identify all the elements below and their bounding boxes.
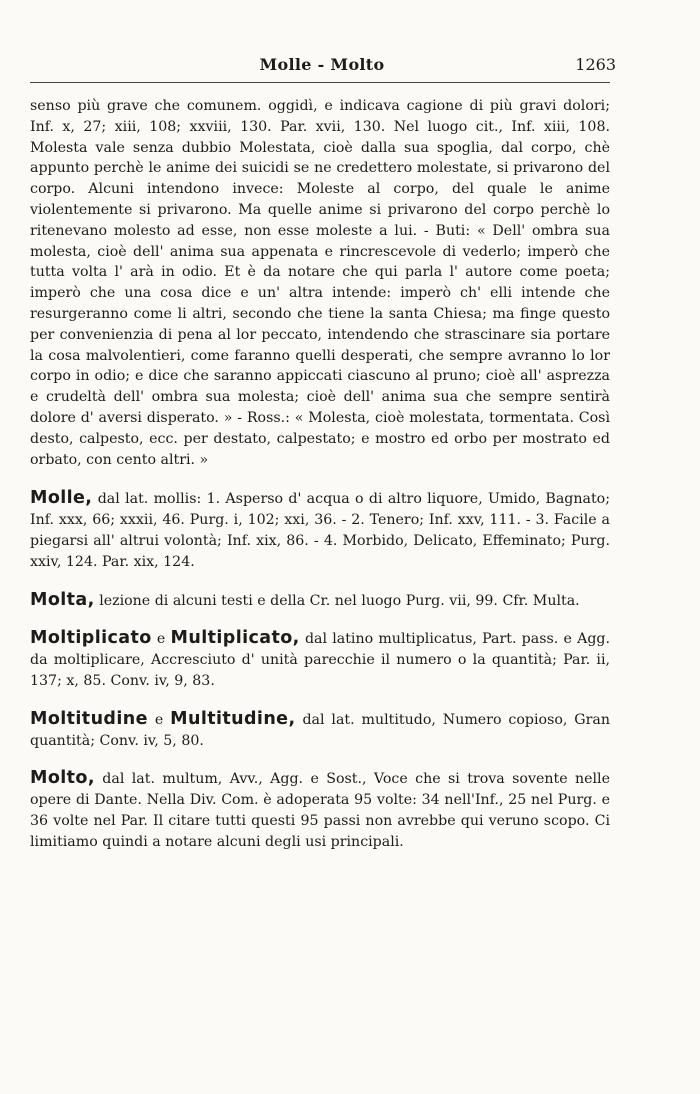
entry-headword: Moltitudine: [30, 708, 148, 729]
entry-moltiplicato: [30, 628, 610, 691]
entry-text: dal lat. multum, Avv., Agg. e Sost., Voce che si trova sovente nelle opere di Dante. Nella Div. Com. è adoperata 95 volte: 34 nell'Inf., 25 nel Purg. e 36 volte nel Par. Il citare tutti questi 95 passi non avrebbe qui veruno scopo. Ci limitiamo quindi a notare alcuni degli usi principali.: [30, 771, 610, 850]
running-header: [32, 55, 616, 81]
continuation-text: senso più grave che comunem. oggidì, e indicava cagione di più gravi dolori; Inf. x, 27; xiii, 108; xxviii, 130. Par. xvii, 130. Nel luogo cit., Inf. xiii, 108. Molesta vale senza dubbio Molestata, cioè dalla sua spoglia, dal corpo, chè appunto perchè le anime dei suicidi se ne credettero molestate, si privarono del corpo. Alcuni intendono invece: Moleste al corpo, del quale le anime violentemente si privarono. Ma quelle anime si privarono del corpo perchè lo ritenevano molesto ad esse, non esse moleste a lui. - Buti: « Dell' ombra sua molesta, cioè dell' anima sua appenata e rincrescevole di vederlo; imperò che tutta volta l' arà in odio. Et è da notare che qui parla l' autore come poeta; imperò che una cosa dice e un' altra intende: imperò ch' elli intende che resurgeranno come li altri, secondo che tiene la santa Chiesa; ma finge questo per convenienzia di pena al lor peccato, intendendo che strascinare sia portare la cosa malvolentieri, come faranno quelli desperati, che sempre avranno lo lor corpo in odio; e dice che saranno appiccati ciascuno al pruno; cioè all' asprezza e crudeltà dell' ombra sua molesta; cioè dell' anima sua che sempre sentirà dolore d' aversi disperato. » - Ross.: « Molesta, cioè molestata, tormentata. Così desto, calpesto, ecc. per destato, calpestato; e mostro ed orbo per mostrato ed orbato, con cento altri. »: [30, 98, 610, 468]
entry-moltitudine: [30, 709, 610, 752]
page-number: 1263: [575, 55, 616, 74]
entry-headword-variant: Multitudine,: [170, 708, 296, 729]
entry-headword-variant: Multiplicato,: [170, 628, 300, 649]
running-title: Molle - Molto: [259, 55, 385, 74]
entry-molle: [30, 488, 610, 572]
entry-molta: [30, 590, 610, 612]
entry-conjunction: e: [154, 711, 164, 728]
entry-text: dal latino multiplicatus, Part. pass. e Agg. da moltiplicare, Accresciuto d' unità parecchie il numero o la quantità; Par. ii, 137; x, 85. Conv. iv, 9, 83.: [30, 631, 611, 689]
entry-conjunction: e: [156, 631, 166, 648]
entry-headword: Moltiplicato: [30, 628, 152, 649]
entry-text: lezione di alcuni testi e della Cr. nel luogo Purg. vii, 99. Cfr. Multa.: [99, 592, 580, 609]
continuation-paragraph: [30, 96, 610, 470]
header-rule: [30, 82, 610, 83]
entry-molto: [30, 768, 610, 852]
entry-headword: Molta,: [30, 589, 95, 610]
entry-text: dal lat. mollis: 1. Asperso d' acqua o di altro liquore, Umido, Bagnato; Inf. xxx, 66; xxxii, 46. Purg. i, 102; xxi, 36. - 2. Tenero; Inf. xxv, 111. - 3. Facile a piegarsi all' altrui volontà; Inf. xix, 86. - 4. Morbido, Delicato, Effeminato; Purg. xxiv, 124. Par. xix, 124.: [30, 491, 611, 570]
entry-text: dal lat. multitudo, Numero copioso, Gran quantità; Conv. iv, 5, 80.: [30, 711, 611, 749]
entry-headword: Molto,: [30, 768, 95, 789]
entry-headword: Molle,: [30, 488, 93, 509]
page-body: [30, 96, 610, 853]
